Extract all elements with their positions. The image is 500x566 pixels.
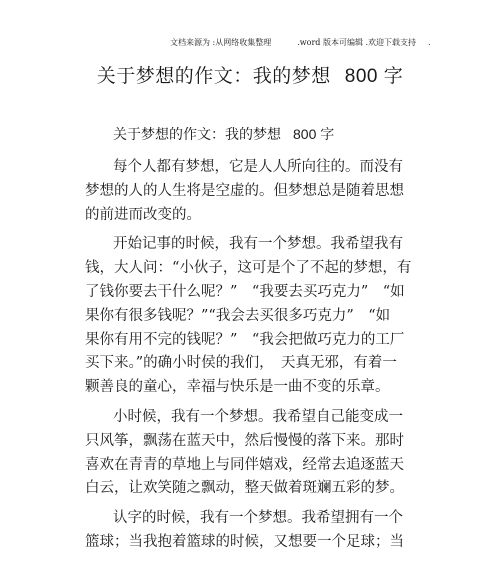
- document-title-text: 关于梦想的作文：我的梦想: [96, 65, 331, 87]
- document-title-number: 800 字: [344, 66, 404, 87]
- header-dot: .: [428, 38, 431, 47]
- article-body: [85, 156, 415, 561]
- paragraph: [85, 156, 415, 227]
- text-line: 颗善良的童心，幸福与快乐是一曲不变的乐章。: [85, 379, 390, 396]
- text-line: 果你有用不完的钱呢？” “我会把做巧克力的工厂: [85, 331, 405, 348]
- text-line: 了钱你要去干什么呢？” “我要去买巧克力” “如: [85, 283, 405, 300]
- text-line: 梦想的人的人生将是空虚的。但梦想总是随着思想: [85, 182, 404, 199]
- text-line: 每个人都有梦想，它是人人所向往的。而没有: [113, 159, 403, 175]
- edit-note: .word 版本可编辑 .欢迎下载支持: [297, 38, 417, 47]
- text-line: 钱，大人问：“小伙子，这可是个了不起的梦想，有: [85, 260, 412, 277]
- text-line: 只风筝，飘荡在蓝天中，然后慢慢的落下来。那时: [85, 432, 404, 449]
- article-subtitle: [113, 124, 334, 145]
- document-title: [0, 64, 500, 89]
- text-line: 喜欢在青青的草地上与同伴嬉戏，经常去追逐蓝天: [85, 456, 404, 473]
- text-line: 小时候，我有一个梦想。我希望自己能变成一: [113, 408, 403, 425]
- text-line: 开始记事的时候，我有一个梦想。我希望我有: [113, 236, 403, 253]
- text-line: 篮球；当我抱着篮球的时候，又想要一个足球；当: [85, 533, 404, 550]
- text-line: 白云，让欢笑随之飘动，整天做着斑斓五彩的梦。: [85, 480, 404, 497]
- text-line: 果你有很多钱呢？”“我会去买很多巧克力” “如: [85, 307, 391, 324]
- header-note: [170, 38, 470, 48]
- subtitle-number: 800 字: [293, 126, 335, 142]
- source-note: 文档来源为 :从网络收集整理: [170, 38, 272, 47]
- paragraph: [85, 233, 415, 400]
- text-line: 买下来。”的确小时侯的我们， 天真无邪，有着一: [85, 355, 397, 372]
- paragraph: [85, 406, 415, 501]
- paragraph: [85, 507, 415, 555]
- subtitle-text: 关于梦想的作文：我的梦想: [113, 127, 281, 143]
- text-line: 认字的时候，我有一个梦想。我希望拥有一个: [113, 510, 403, 527]
- text-line: 的前进而改变的。: [85, 206, 201, 223]
